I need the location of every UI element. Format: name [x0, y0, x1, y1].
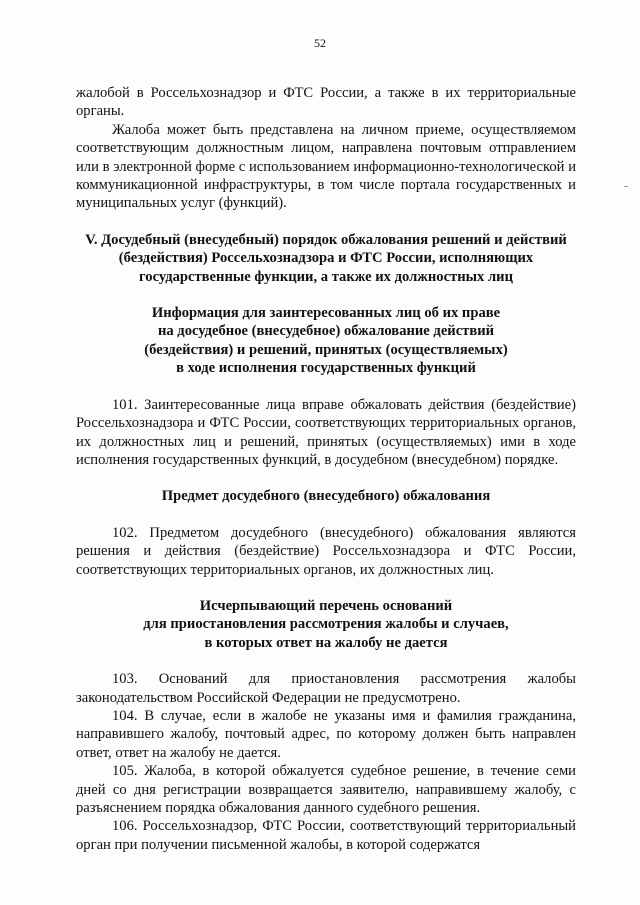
document-body: [76, 84, 576, 854]
scan-mark: [624, 186, 628, 187]
section-v-heading: [76, 231, 576, 286]
paragraph-105: 105. Жалоба, в которой обжалуется судебное решение, в течение семи дней со дня регистрации возвращается заявителю, направившему жалобу, с разъяснением порядка обжалования данного судебного решения.: [76, 763, 576, 816]
subsection-grounds-heading: [76, 597, 576, 652]
spacer: [76, 469, 576, 487]
spacer: [76, 378, 576, 396]
subsection-info-heading-line: на досудебное (внесудебное) обжалование действий: [157, 323, 495, 340]
subsection-grounds-heading-line: в которых ответ на жалобу не дается: [204, 634, 448, 651]
subsection-info-heading-line: в ходе исполнения государственных функций: [176, 360, 476, 377]
spacer: [76, 286, 576, 304]
paragraph-103: 103. Оснований для приостановления рассмотрения жалобы законодательством Российской Федерации не предусмотрено.: [76, 671, 576, 706]
subsection-subject-heading: Предмет досудебного (внесудебного) обжалования: [161, 488, 491, 505]
section-v-heading-line: государственные функции, а также их должностных лиц: [139, 268, 513, 285]
paragraph-102: 102. Предметом досудебного (внесудебного) обжалования являются решения и действия (бездействие) Россельхознадзора и ФТС России, соответствующих территориальных органов, их должностных лиц.: [76, 524, 576, 578]
paragraph-submission: Жалоба может быть представлена на личном приеме, осуществляемом соответствующим должностным лицом, направлена почтовым отправлением или в электронной форме с использованием информационно-технологической и коммуникационной инфраструктуры, в том числе портала государственных и муниципальных услуг (функций).: [76, 121, 576, 212]
spacer: [76, 506, 576, 524]
subsection-grounds-heading-line: Исчерпывающий перечень оснований: [199, 597, 453, 614]
paragraph-intro-continuation: жалобой в Россельхознадзор и ФТС России, а также в их территориальные органы.: [76, 85, 576, 120]
paragraph-106: 106. Россельхознадзор, ФТС России, соответствующий территориальный орган при получении письменной жалобы, в которой содержатся: [76, 818, 576, 853]
spacer: [76, 213, 576, 231]
section-v-heading-line: V. Досудебный (внесудебный) порядок обжалования решений и действий: [85, 231, 567, 248]
subsection-grounds-heading-line: для приостановления рассмотрения жалобы и случаев,: [143, 616, 509, 633]
spacer: [76, 652, 576, 670]
spacer: [76, 579, 576, 597]
page-number: 52: [314, 36, 326, 50]
paragraph-104: 104. В случае, если в жалобе не указаны имя и фамилия гражданина, направившего жалобу, почтовый адрес, по которому должен быть направлен ответ, ответ на жалобу не дается.: [76, 707, 576, 761]
subsection-info-heading-line: Информация для заинтересованных лиц об их праве: [151, 305, 501, 322]
subsection-info-heading: [76, 304, 576, 378]
section-v-heading-line: (бездействия) Россельхознадзора и ФТС России, исполняющих: [118, 250, 534, 267]
subsection-info-heading-line: (бездействия) и решений, принятых (осуществляемых): [144, 341, 508, 358]
paragraph-101: 101. Заинтересованные лица вправе обжаловать действия (бездействие) Россельхознадзора и ФТС России, соответствующих территориальных органов, их должностных лиц и решений, принятых (осуществляемых) ими в ходе исполнения государственных функций, в досудебном (внесудебном) порядке.: [76, 396, 576, 468]
